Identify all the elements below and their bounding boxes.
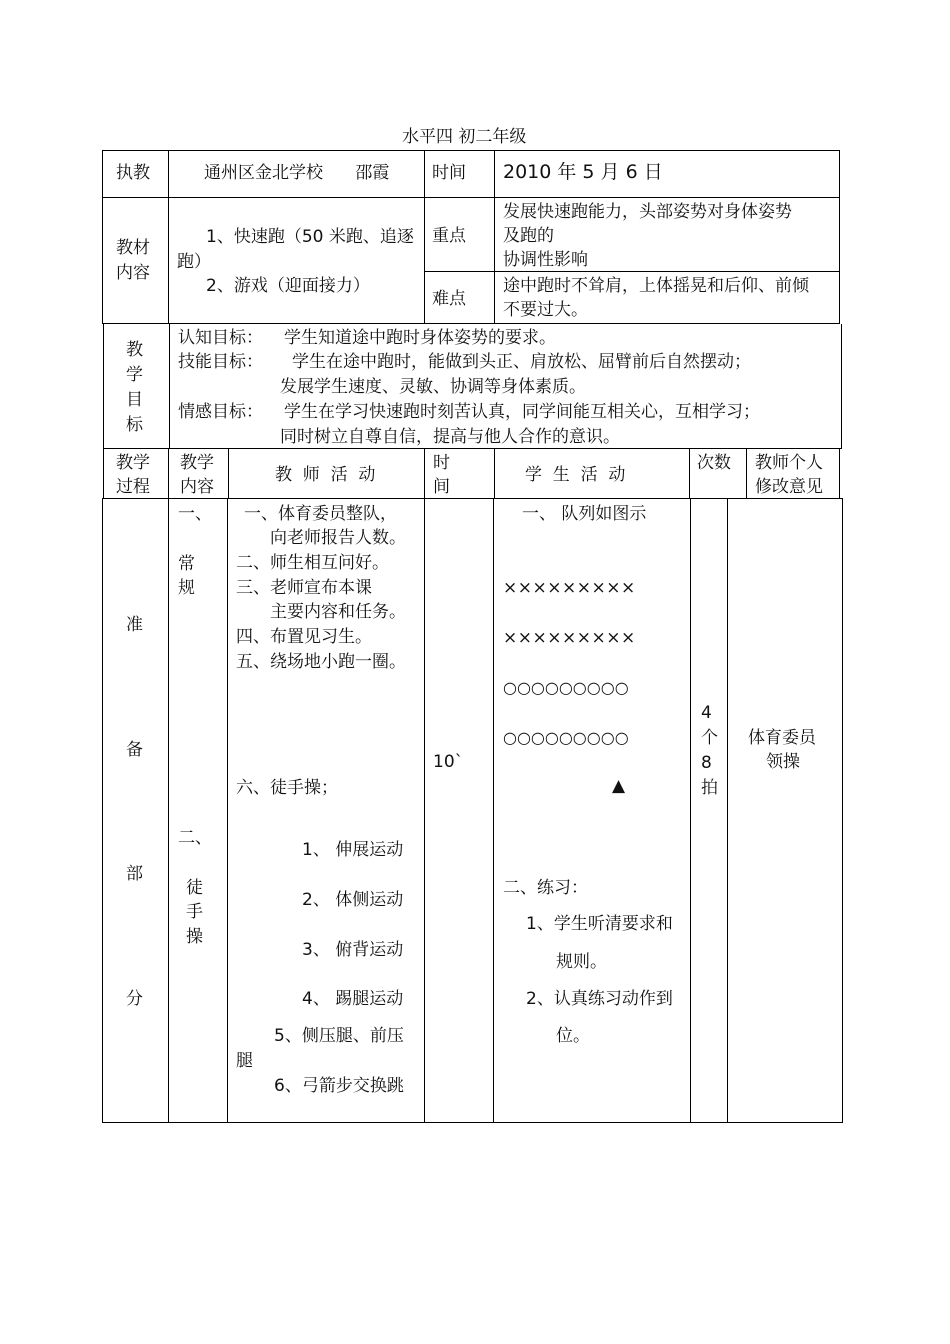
table-border	[102, 150, 840, 151]
table-border	[424, 499, 425, 1123]
content-a-number: 一、	[178, 504, 212, 524]
skill-goal-text-1: 学生在途中跑时，能做到头正、肩放松、屈臂前后自然摆动；	[292, 352, 751, 372]
content-b-number: 二、	[178, 828, 212, 848]
count-char: 个	[701, 728, 718, 748]
table-border	[102, 323, 840, 324]
teacher-activity-line: 一、体育委员整队，	[244, 504, 397, 524]
table-border	[102, 150, 103, 324]
formation-row: ×××××××××	[503, 578, 636, 598]
teacher-activity-line: 5、侧压腿、前压	[274, 1026, 404, 1046]
table-border	[494, 150, 495, 324]
skill-goal-text-2: 发展学生速度、灵敏、协调等身体素质。	[280, 377, 586, 397]
goals-label-char: 学	[126, 365, 143, 385]
content-line-3: 2、游戏（迎面接力）	[206, 276, 370, 296]
content-b-char: 徒	[186, 878, 203, 898]
teacher-activity-line: 向老师报告人数。	[270, 528, 406, 548]
teacher-activity-line: 主要内容和任务。	[270, 602, 406, 622]
formation-row: ○○○○○○○○○	[503, 728, 629, 747]
key-point-label: 重点	[432, 226, 466, 246]
table-border	[102, 197, 840, 198]
teacher-activity-line: 4、 踢腿运动	[302, 989, 404, 1009]
goals-label-char: 标	[126, 415, 143, 435]
table-border	[168, 150, 169, 324]
section-char: 分	[126, 989, 143, 1009]
cognitive-goal-text: 学生知道途中跑时身体姿势的要求。	[284, 328, 556, 348]
table-border	[746, 449, 747, 499]
table-border	[102, 499, 103, 1123]
table-border	[168, 449, 169, 499]
col-time-line1: 时	[433, 453, 450, 473]
difficulty-line-2: 不要过大。	[503, 300, 588, 320]
content-label-line1: 教材	[116, 238, 150, 258]
col-count: 次数	[697, 453, 731, 473]
time-label: 时间	[432, 163, 466, 183]
table-border	[103, 449, 104, 499]
table-border	[727, 499, 728, 1123]
teacher-activity-line: 三、老师宣布本课	[236, 578, 372, 598]
table-border	[424, 150, 425, 324]
content-a-char: 规	[178, 578, 195, 598]
col-time-line2: 间	[433, 477, 450, 497]
teacher-activity-line: 四、布置见习生。	[236, 627, 372, 647]
table-border	[102, 1122, 843, 1123]
table-border	[424, 271, 840, 272]
formation-row: ○○○○○○○○○	[503, 678, 629, 697]
table-border	[169, 324, 170, 449]
table-border	[839, 449, 840, 499]
practice-item: 位。	[556, 1026, 590, 1046]
affective-goal-text-1: 学生在学习快速跑时刻苦认真，同学间能互相关心，互相学习；	[284, 402, 760, 422]
table-border	[690, 499, 691, 1123]
col-process-line2: 过程	[116, 477, 150, 497]
table-border	[168, 499, 169, 1123]
difficulty-label: 难点	[432, 289, 466, 309]
content-b-char: 手	[186, 902, 203, 922]
table-border	[494, 449, 495, 499]
table-border	[227, 499, 228, 1123]
table-border	[493, 499, 494, 1123]
count-char: 拍	[701, 778, 718, 798]
section-char: 备	[126, 740, 143, 760]
teacher-label: 执教	[116, 163, 150, 183]
affective-goal-label: 情感目标：	[178, 402, 263, 422]
col-teacher-activity: 教 师 活 动	[275, 465, 376, 485]
content-line-2: 跑）	[177, 252, 211, 272]
practice-item: 2、认真练习动作到	[526, 989, 673, 1009]
count-char: 4	[701, 703, 712, 723]
table-border	[103, 324, 104, 449]
col-process-line1: 教学	[116, 453, 150, 473]
goals-label-char: 教	[126, 340, 143, 360]
table-border	[424, 449, 425, 499]
affective-goal-text-2: 同时树立自尊自信，提高与他人合作的意识。	[280, 427, 620, 447]
teacher-activity-line: 3、 俯背运动	[302, 940, 404, 960]
col-notes-line2: 修改意见	[755, 477, 823, 497]
count-char: 8	[701, 753, 712, 773]
col-student-activity: 学 生 活 动	[525, 465, 626, 485]
formation-title: 一、 队列如图示	[522, 504, 647, 524]
practice-title: 二、练习：	[503, 878, 588, 898]
teacher-position-icon: ▲	[612, 776, 626, 796]
key-point-line-2: 及跑的	[503, 226, 554, 246]
col-content-line1: 教学	[180, 453, 214, 473]
practice-item: 规则。	[556, 952, 607, 972]
skill-goal-label: 技能目标：	[178, 352, 263, 372]
teacher-value: 通州区金北学校 邵霞	[204, 163, 390, 183]
content-line-1: 1、快速跑（50 米跑、追逐	[206, 227, 414, 247]
key-point-line-1: 发展快速跑能力，头部姿势对身体姿势	[503, 202, 792, 222]
teacher-activity-line: 1、 伸展运动	[302, 840, 404, 860]
table-border	[689, 449, 690, 499]
notes-line: 领操	[766, 752, 800, 772]
teacher-activity-line: 腿	[236, 1051, 253, 1071]
key-point-line-3: 协调性影响	[503, 250, 588, 270]
table-border	[228, 449, 229, 499]
section-char: 准	[126, 615, 143, 635]
difficulty-line-1: 途中跑时不耸肩，上体摇晃和后仰、前倾	[503, 276, 809, 296]
col-notes-line1: 教师个人	[755, 453, 823, 473]
practice-item: 1、学生听清要求和	[526, 914, 673, 934]
teacher-activity-line: 2、 体侧运动	[302, 890, 404, 910]
date-value: 2010 年 5 月 6 日	[503, 161, 663, 183]
teacher-activity-line: 六、徒手操；	[236, 778, 338, 798]
content-label-line2: 内容	[116, 263, 150, 283]
cognitive-goal-label: 认知目标：	[178, 328, 263, 348]
table-border	[842, 499, 843, 1123]
teacher-activity-line: 6、弓箭步交换跳	[274, 1076, 404, 1096]
section-char: 部	[126, 864, 143, 884]
content-a-char: 常	[178, 554, 195, 574]
time-value: 10`	[433, 752, 464, 772]
table-border	[839, 150, 840, 324]
goals-label-char: 目	[126, 390, 143, 410]
table-border	[841, 324, 842, 449]
teacher-activity-line: 二、师生相互问好。	[236, 553, 389, 573]
formation-row: ×××××××××	[503, 628, 636, 648]
col-content-line2: 内容	[180, 477, 214, 497]
teacher-activity-line: 五、绕场地小跑一圈。	[236, 652, 406, 672]
notes-line: 体育委员	[748, 728, 816, 748]
page-title: 水平四 初二年级	[402, 127, 527, 147]
content-b-char: 操	[186, 927, 203, 947]
